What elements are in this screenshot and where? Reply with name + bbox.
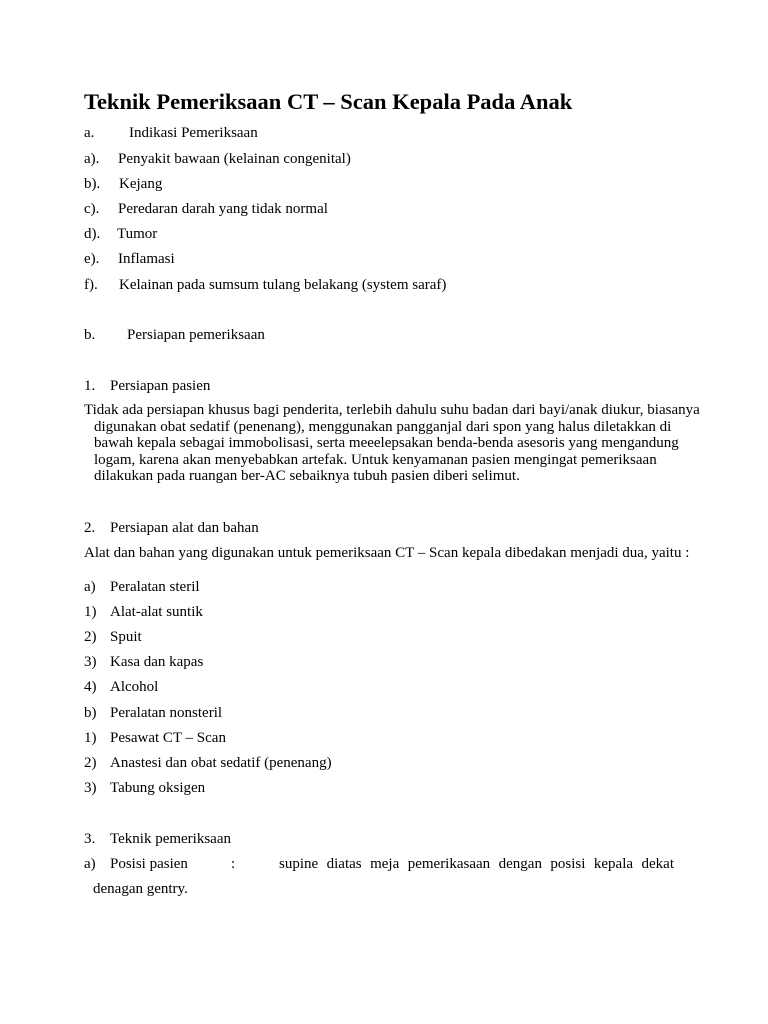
list-marker: 1)	[84, 604, 97, 620]
step-2-paragraph: Alat dan bahan yang digunakan untuk pemeriksaan CT – Scan kepala dibedakan menjadi dua, yaitu :	[84, 545, 690, 561]
list-marker: f).	[84, 277, 98, 293]
step-title: Teknik pemeriksaan	[110, 831, 231, 847]
list-text: Peralatan steril	[110, 579, 200, 595]
list-text: Kasa dan kapas	[110, 654, 204, 670]
list-text: Kejang	[119, 176, 163, 192]
list-marker: b).	[84, 176, 101, 192]
list-text: Alat-alat suntik	[110, 604, 203, 620]
list-marker: e).	[84, 251, 100, 267]
list-text: Anastesi dan obat sedatif (penenang)	[110, 755, 332, 771]
list-text: Pesawat CT – Scan	[110, 730, 226, 746]
list-marker: c).	[84, 201, 100, 217]
list-text: Alcohol	[110, 679, 159, 695]
step-marker: 3.	[84, 831, 96, 847]
step-title: Persiapan alat dan bahan	[110, 520, 259, 536]
position-colon: :	[231, 856, 236, 872]
list-marker: 2)	[84, 755, 97, 771]
list-marker: d).	[84, 226, 101, 242]
list-text: Kelainan pada sumsum tulang belakang (system saraf)	[119, 277, 447, 293]
list-text: Inflamasi	[118, 251, 175, 267]
list-text: Penyakit bawaan (kelainan congenital)	[118, 151, 351, 167]
list-marker: a)	[84, 856, 96, 872]
list-text: Peralatan nonsteril	[110, 705, 223, 721]
step-marker: 1.	[84, 378, 96, 394]
list-marker: 4)	[84, 679, 97, 695]
step-1-paragraph: Tidak ada persiapan khusus bagi penderita, terlebih dahulu suhu badan dari bayi/anak diukur, biasanya digunakan obat sedatif (penenang), menggunakan pangganjal dari spon yang halus diletakkan di bawah kepala sebagai immobolisasi, serta meeelepsakan benda-benda asesoris yang mengandung logam, karena akan menyebabkan artefak. Untuk kenyamanan pasien mengingat pemeriksaan dilakukan pada ruangan ber-AC sebaiknya tubuh pasien diberi selimut.	[84, 402, 700, 484]
position-text: supine diatas meja pemerikasaan dengan posisi kepala dekat	[279, 856, 674, 872]
position-continuation: denagan gentry.	[93, 881, 188, 897]
list-marker: b)	[84, 705, 97, 721]
list-marker: 2)	[84, 629, 97, 645]
list-marker: a).	[84, 151, 100, 167]
list-text: Peredaran darah yang tidak normal	[118, 201, 328, 217]
list-marker: 3)	[84, 780, 97, 796]
list-marker: 1)	[84, 730, 97, 746]
list-text: Tumor	[117, 226, 158, 242]
document-title: Teknik Pemeriksaan CT – Scan Kepala Pada Anak	[84, 89, 573, 114]
section-marker: a.	[84, 125, 95, 141]
section-title: Persiapan pemeriksaan	[127, 327, 265, 343]
list-marker: 3)	[84, 654, 97, 670]
position-label: Posisi pasien	[110, 856, 188, 872]
section-marker: b.	[84, 327, 96, 343]
list-marker: a)	[84, 579, 96, 595]
list-text: Tabung oksigen	[110, 780, 206, 796]
section-title: Indikasi Pemeriksaan	[129, 125, 258, 141]
step-marker: 2.	[84, 520, 96, 536]
step-title: Persiapan pasien	[110, 378, 211, 394]
list-text: Spuit	[110, 629, 142, 645]
